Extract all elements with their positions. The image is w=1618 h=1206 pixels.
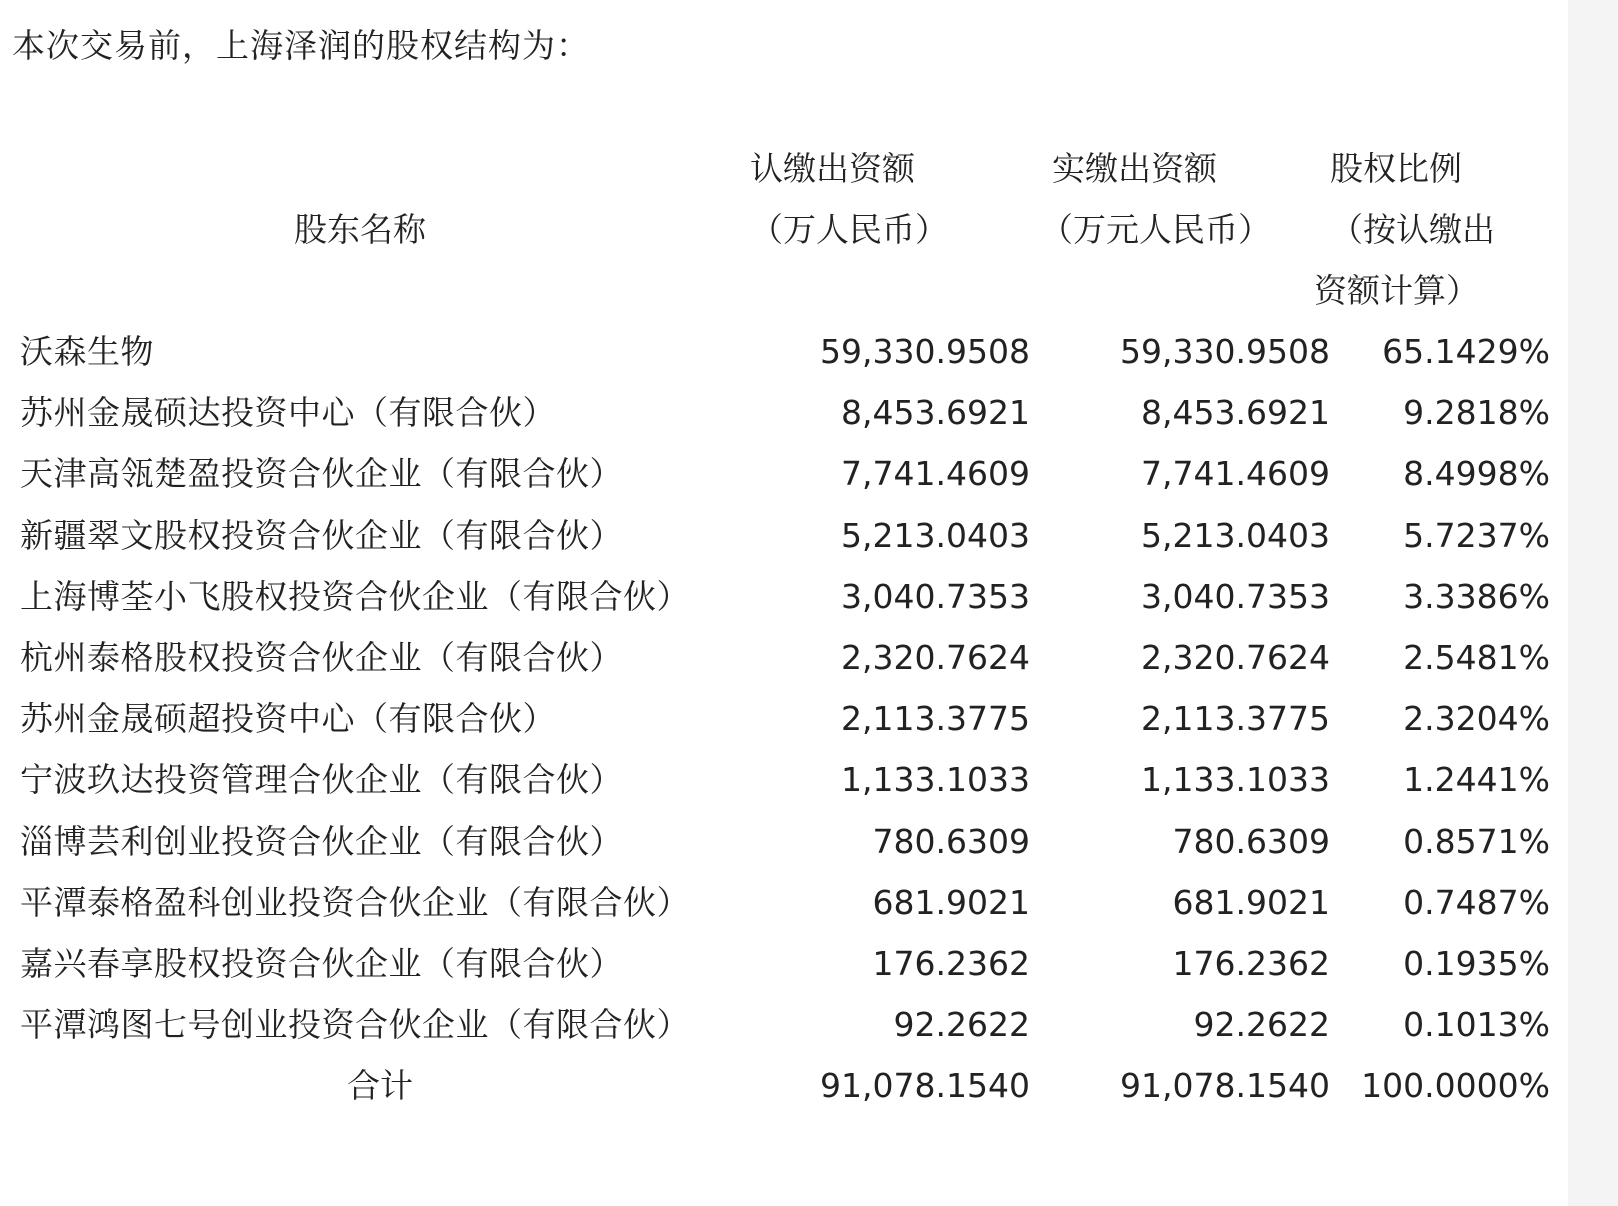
table-row [20, 872, 1550, 933]
shareholder-name: 淄博芸利创业投资合伙企业（有限合伙） [20, 821, 623, 861]
subscribed-capital: 5,213.0403 [841, 515, 1030, 555]
shareholder-name: 新疆翠文股权投资合伙企业（有限合伙） [20, 515, 623, 555]
subscribed-capital: 176.2362 [872, 943, 1030, 983]
table-row [20, 505, 1550, 566]
shareholder-name: 苏州金晟硕超投资中心（有限合伙） [20, 699, 556, 739]
header-paid-capital [1030, 138, 1330, 321]
equity-ratio: 0.1935% [1403, 943, 1550, 983]
paid-capital: 8,453.6921 [1141, 393, 1330, 433]
paid-capital: 5,213.0403 [1141, 515, 1330, 555]
header-paid-line-2: （万元人民币） [1040, 210, 1271, 249]
header-ratio-line-2: （按认缴出 [1330, 210, 1495, 249]
paid-capital: 3,040.7353 [1141, 576, 1330, 616]
header-subscribed-line-2: （万人民币） [750, 210, 948, 249]
shareholder-name: 嘉兴春享股权投资合伙企业（有限合伙） [20, 943, 623, 983]
paid-capital: 2,113.3775 [1141, 699, 1330, 739]
paid-capital: 1,133.1033 [1141, 760, 1330, 800]
equity-ratio: 8.4998% [1403, 454, 1550, 494]
equity-ratio: 1.2441% [1403, 760, 1550, 800]
paid-capital: 2,320.7624 [1141, 638, 1330, 678]
shareholder-name: 天津高瓴楚盈投资合伙企业（有限合伙） [20, 454, 623, 494]
header-shareholder-name: 股东名称 [294, 210, 426, 249]
total-paid-capital: 91,078.1540 [1120, 1066, 1330, 1106]
equity-ratio: 0.1013% [1403, 1005, 1550, 1045]
table-row [20, 382, 1550, 443]
subscribed-capital: 59,330.9508 [820, 332, 1030, 372]
table-row [20, 566, 1550, 627]
paid-capital: 92.2622 [1193, 1005, 1330, 1045]
total-equity-ratio: 100.0000% [1361, 1066, 1550, 1106]
shareholder-name: 杭州泰格股权投资合伙企业（有限合伙） [20, 638, 623, 678]
subscribed-capital: 780.6309 [872, 821, 1030, 861]
total-row [20, 1055, 1550, 1116]
paid-capital: 780.6309 [1172, 821, 1330, 861]
table-row [20, 688, 1550, 749]
shareholder-name: 上海博荃小飞股权投资合伙企业（有限合伙） [20, 576, 690, 616]
shareholder-name: 平潭鸿图七号创业投资合伙企业（有限合伙） [20, 1005, 690, 1045]
header-subscribed-capital [740, 138, 1030, 321]
table-row [20, 443, 1550, 504]
table-row [20, 321, 1550, 382]
paid-capital: 681.9021 [1172, 882, 1330, 922]
table-row [20, 811, 1550, 872]
equity-ratio: 9.2818% [1403, 393, 1550, 433]
subscribed-capital: 2,320.7624 [841, 638, 1030, 678]
table-row [20, 749, 1550, 810]
equity-ratio: 0.7487% [1403, 882, 1550, 922]
subscribed-capital: 1,133.1033 [841, 760, 1030, 800]
total-label: 合计 [347, 1066, 413, 1106]
paid-capital: 59,330.9508 [1120, 332, 1330, 372]
header-ratio-line-1: 股权比例 [1330, 149, 1462, 188]
paid-capital: 176.2362 [1172, 943, 1330, 983]
equity-ratio: 0.8571% [1403, 821, 1550, 861]
subscribed-capital: 92.2622 [893, 1005, 1030, 1045]
equity-ratio: 65.1429% [1382, 332, 1550, 372]
subscribed-capital: 3,040.7353 [841, 576, 1030, 616]
table-row [20, 994, 1550, 1055]
header-paid-line-1: 实缴出资额 [1052, 149, 1217, 188]
table-row [20, 627, 1550, 688]
shareholder-name: 平潭泰格盈科创业投资合伙企业（有限合伙） [20, 882, 690, 922]
table-header-row [20, 138, 1550, 321]
total-subscribed-capital: 91,078.1540 [820, 1066, 1030, 1106]
equity-ratio: 3.3386% [1403, 576, 1550, 616]
paid-capital: 7,741.4609 [1141, 454, 1330, 494]
subscribed-capital: 2,113.3775 [841, 699, 1030, 739]
header-ratio-line-3: 资额计算） [1314, 271, 1479, 310]
shareholder-name: 苏州金晟硕达投资中心（有限合伙） [20, 393, 556, 433]
intro-text: 本次交易前，上海泽润的股权结构为： [12, 26, 590, 65]
equity-ratio: 2.5481% [1403, 638, 1550, 678]
shareholder-name: 宁波玖达投资管理合伙企业（有限合伙） [20, 760, 623, 800]
header-equity-ratio [1314, 138, 1550, 321]
equity-ratio: 2.3204% [1403, 699, 1550, 739]
subscribed-capital: 7,741.4609 [841, 454, 1030, 494]
subscribed-capital: 8,453.6921 [841, 393, 1030, 433]
table-row [20, 933, 1550, 994]
page-right-margin [1568, 0, 1618, 1206]
header-subscribed-line-1: 认缴出资额 [750, 149, 915, 188]
shareholder-name: 沃森生物 [20, 332, 154, 372]
equity-ratio: 5.7237% [1403, 515, 1550, 555]
subscribed-capital: 681.9021 [872, 882, 1030, 922]
equity-structure-table [20, 138, 1550, 1116]
